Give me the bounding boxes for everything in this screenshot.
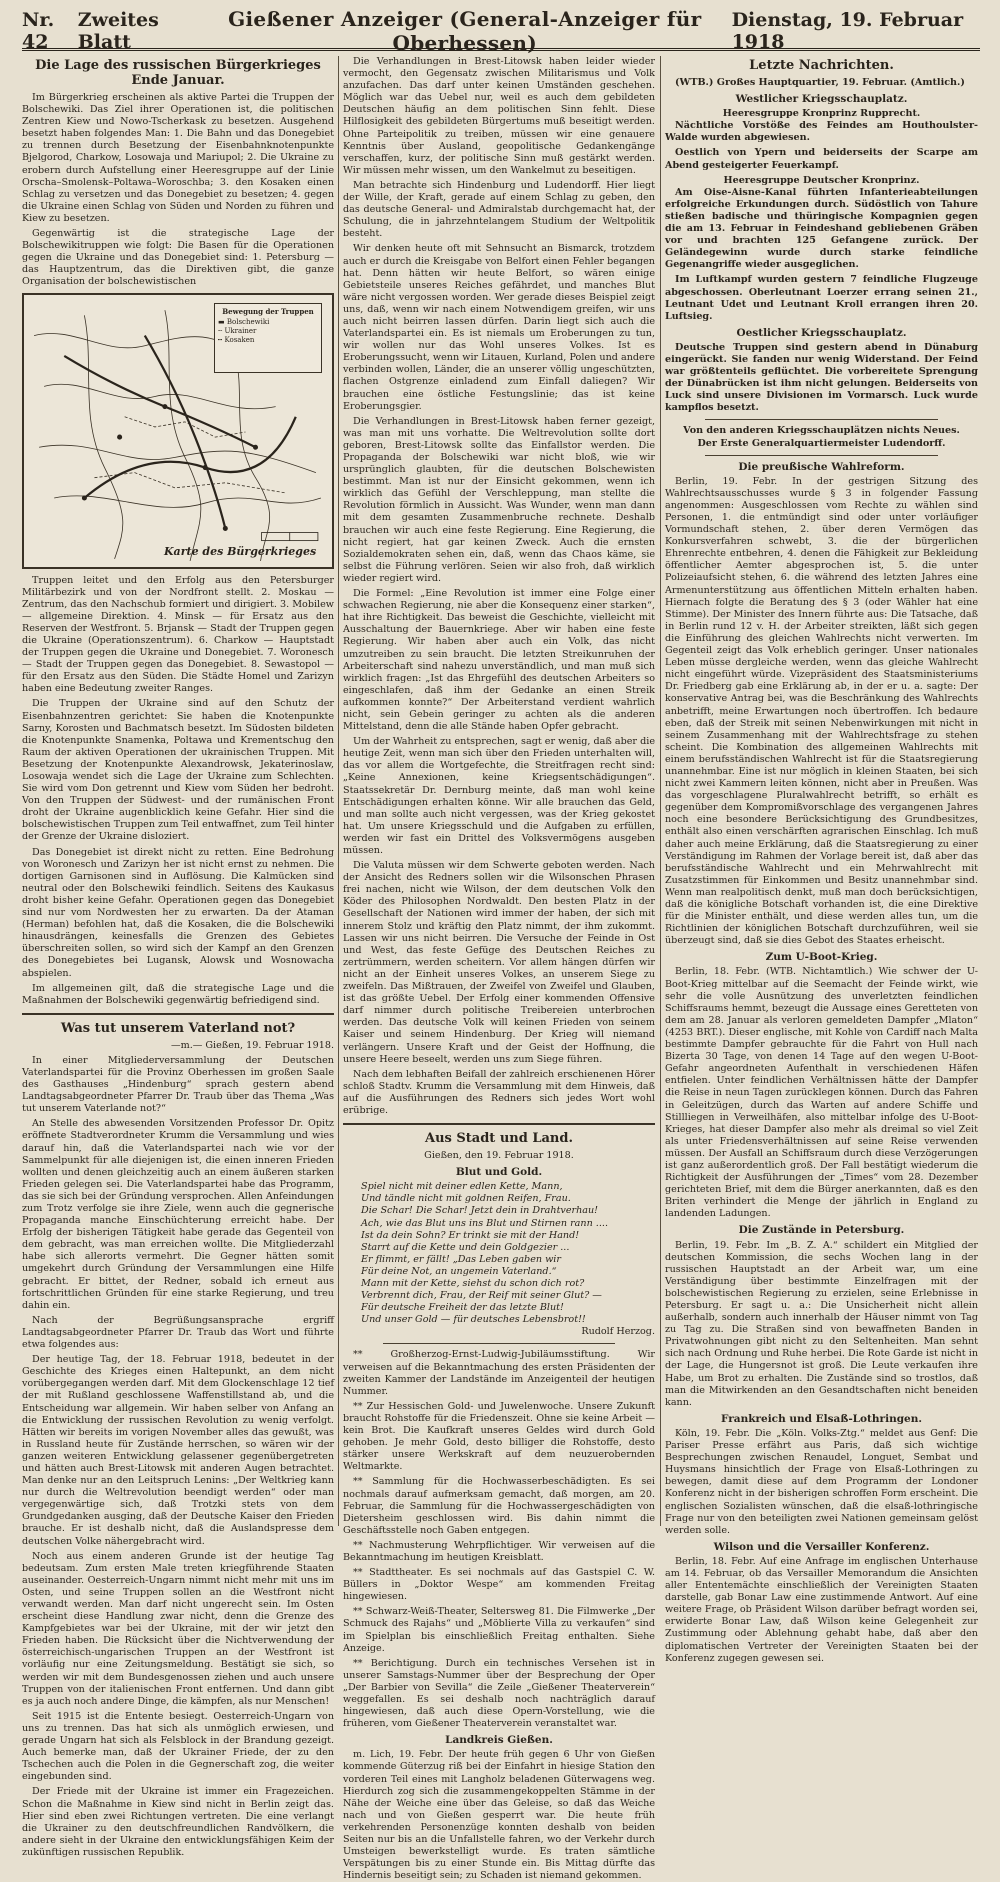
article-title: Was tut unserem Vaterland not?	[60, 1020, 296, 1036]
dispatch-paragraph: Oestlich von Ypern und beiderseits der Scarpe am Abend gesteigerter Feuerkampf.	[665, 147, 978, 171]
article-paragraph: Die Valuta müssen wir dem Schwerte geboten werden. Nach der Ansicht des Redners sollen wir die Wilsonschen Phrasen frei nachen, nicht wie Wilson, der dem deutschen Volk den Köder des Philosophen Nordwaldt. Den besten Platz in der Gesellschaft der Nationen wird immer der haben, der sich mit innerem Stolz und kräftig den Platz nimmt, der ihm zukommt. Lassen wir uns nicht beirren. Die Versuche der Feinde in Ost und West, das feste Gefüge des Deutschen Reiches zu zertrümmern, werden scheitern. Vor allem hängen dürfen wir nicht an der Einheit unseres Volkes, an unserem Siege zu zweifeln. Das Mißtrauen, der Zweifel von Zweifel und Glauben, ist das größte Uebel. Der Erfolg einer kommenden Offensive darf nimmer durch politische Treibereien unterbrochen werden. Das deutsche Volk will keinen Frieden von seinem Kaiser und seinem Hindenburg. Der Krieg will niemand verlängern. Unsere Kraft und der Geist der Hoffnung, die unsere Heere beseelt, werden uns zum Siege führen.	[343, 860, 655, 1065]
article-paragraph: In einer Mitgliederversammlung der Deutschen Vaterlandspartei für die Provinz Oberhessen im großen Saale des Gasthauses „Hindenburg“ sprach gestern abend Landtagsabgeordneter Pfarrer Dr. Traub über das Thema „Was tut unserem Vaterlande not?“	[22, 1054, 334, 1115]
article-paragraph: Das Donegebiet ist direkt nicht zu retten. Eine Bedrohung von Woronesch und Zarizyn her ist nicht ernst zu nehmen. Die dortigen Garnisonen sind in Auflösung. Die Kalmücken sind neutral oder den Bolschewiki feindlich. Seitens des Kaukasus droht bisher keine Gefahr. Operationen gegen das Donegebiet sind nur vom Nordwesten her zu erwarten. Da der Ataman (Herman) befohlen hat, daß die Kosaken, die die Bolschewiki hinausdrängen, keinesfalls die Grenzen des Gebietes überschreiten sollen, so wird sich der Kampf an den Grenzen des Donegebietes bei Lugansk, Alowsk und Wosnowacha abspielen.	[22, 846, 334, 979]
column-1	[22, 56, 334, 1858]
map-legend	[214, 303, 322, 373]
article-paragraph: Wir denken heute oft mit Sehnsucht an Bismarck, trotzdem auch er durch die Kreisgabe von Belfort einen Fehler begangen hat. Denn hätten wir heute Belfort, so wären einige Gebietsteile unseres Reiches gefährdet, und manches Blut wäre nicht vergossen worden. Wer gerade dieses Beispiel zeigt uns, daß, wenn wir nach einem Notwendigem greifen, wir uns auch nicht beirren lassen dürfen. Darin liegt sich auch die Vaterlandspartei ein. Es ist niemals um Eroberungen zu tun, wir wollen nur das Wohl unseres Volkes. Ist es Eroberungssucht, wenn wir Litauen, Kurland, Polen und andere verbinden wollen, Länder, die an unserer völlig ungeschützten, flachen Ostgrenze einladend zum Einfall daliegen? Wir brauchen eine östliche Festungslinie; das ist keine Eroberungsgier.	[343, 243, 655, 412]
article-title: Die Lage des russischen Bürgerkrieges Ende Januar.	[35, 58, 321, 88]
poem-line: Für deutsche Freiheit der das letzte Blut!	[361, 1302, 564, 1314]
dispatch-paragraph: Am Oise-Aisne-Kanal führten Infanterieabteilungen erfolgreiche Erkundungen durch. Südöstlich von Tahure stießen badische und thüringische Kompagnien gegen die am 13. Februar in Feindeshand gebliebenen Gräben vor und brachten 125 Gefangene zurück. Der Geländegewinn wurde durch starke feindliche Gegenangriffe wieder ausgeglichen.	[665, 186, 978, 271]
article-paragraph: Man betrachte sich Hindenburg und Ludendorff. Hier liegt der Wille, der Kraft, gerade auf einem Schlag zu geben, den das deutsche General- und Admiralstab durchgemacht hat, der Schulung, die in jahrzehntelangem Studium der Weltpolitik besteht.	[343, 179, 655, 240]
section-title: Letzte Nachrichten.	[749, 58, 894, 73]
section-dateline: Gießen, den 19. Februar 1918.	[424, 1150, 574, 1162]
article-paragraph: Nach der Begrüßungsansprache ergriff Landtagsabgeordneter Pfarrer Dr. Traub das Wort und führte etwa folgendes aus:	[22, 1314, 334, 1351]
dispatch-note: Von den anderen Kriegsschauplätzen nichts Neues.	[683, 425, 960, 437]
poem	[343, 1181, 655, 1326]
article-paragraph: Berlin, 19. Febr. Im „B. Z. A.“ schildert ein Mitglied der deutschen Kommission, die sechs Wochen lang in der russischen Hauptstadt an der Arbeit war, um eine Verständigung über bestimmte Einzelfragen mit der bolschewistischen Regierung zu erzielen, seine Erlebnisse in Petersburg. Er sagt u. a.: Die Unsicherheit nicht allein außerhalb, sondern auch innerhalb der Häuser nimmt von Tag zu Tag zu. Die Straßen sind von bewaffneten Banden in Privatwohnungen gibt nicht zu den Seltenheiten. Man sehnt sich nach Ordnung und Ruhe herbei. Die Rote Garde ist nicht in der Lage, die Hungersnot ist groß. Die Leute verkaufen ihre Habe, um Brot zu erhalten. Die Zustände sind so trostlos, daß man die Mitwirkenden an den Gesandtschaften nicht beneiden kann.	[665, 1239, 978, 1408]
article-paragraph: Berlin, 18. Febr. Auf eine Anfrage im englischen Unterhause am 14. Februar, ob das Versailler Memorandum die Ansichten aller Ententemächte einschließlich der Vereinigten Staaten darstelle, gab Bonar Law eine zustimmende Antwort. Auf eine weitere Frage, ob Präsident Wilson darüber befragt worden sei, erwiderte Bonar Law, daß Wilson keine Gelegenheit zur Zustimmung oder Ablehnung gehabt habe, daß aber den diplomatischen Vertreter der Vereinigten Staaten bei der Konferenz zugegen gewesen sei.	[665, 1555, 978, 1664]
article-paragraph: Die Formel: „Eine Revolution ist immer eine Folge einer schwachen Regierung, nie aber die Konsequenz einer starken“, hat ihre Richtigkeit. Das beweist die Geschichte, vielleicht mit Ausschaltung der Bauernkriege. Aber wir haben eine feste Regierung. Wir haben aber auch ein Volk, das nicht umzutreiben zu sein braucht. Die letzten Streikunruhen der Arbeiterschaft sind nahezu unverständlich, und man muß sich wirklich fragen: „Ist das Ehrgefühl des deutschen Arbeiters so eingeschlafen, daß ihm der Gedanke an einen Streik aufkommen konnte?“ Der Arbeiterstand verdient wahrlich nicht, sein Gebein geringer zu achten als die anderen Mittelstand, denn die alle Stände haben Opfer gebracht.	[343, 588, 655, 733]
poem-line: Die Schar! Die Schar! Jetzt dein in Drahtverhau!	[361, 1205, 599, 1217]
poem-line: Ist da dein Sohn? Er trinkt sie mit der Hand!	[361, 1229, 580, 1241]
news-item: m. Lich, 19. Febr. Der heute früh gegen 6 Uhr von Gießen kommende Güterzug riß bei der Einfahrt in hiesige Station den vorderen Teil eines mit Langholz beladenen Güterwagens weg. Hierdurch zog sich die zusammengekoppelten Stämme in der Nähe der Weiche eine über das Geleise, so daß das Weiche nach und von Gießen gesperrt war. Die heute früh verkehrenden Personenzüge konnten deshalb von beiden Seiten nur bis an die Unfallstelle fahren, wo der Verkehr durch Umsteigen bewerkstelligt wurde. Es traten sämtliche Verspätungen bis zu einer Stunde ein. Bis Mittag dürfte das Hindernis beseitigt sein; zu Schaden ist niemand gekommen.	[343, 1749, 655, 1882]
news-item: ** Zur Hessischen Gold- und Juwelenwoche. Unsere Zukunft braucht Rohstoffe für die Friedenszeit. Ohne sie keine Arbeit — kein Brot. Die Kaufkraft unseres Geldes wird durch Gold gehoben. Je mehr Gold, desto billiger die Rohstoffe, desto stärker unsere Werkskraft auf dem neuzuerobernden Weltmarkte.	[343, 1400, 655, 1473]
poem-line: Er flimmt, er fällt! „Das Leben gaben wir	[361, 1253, 561, 1265]
divider	[343, 1123, 655, 1125]
poem-author: Rudolf Herzog.	[581, 1326, 655, 1338]
issue-number: Nr. 42	[22, 9, 55, 53]
article-title: Wilson und die Versailler Konferenz.	[713, 1540, 930, 1553]
news-item: ** Schwarz-Weiß-Theater, Seltersweg 81. Die Filmwerke „Der Schmuck des Rajahs“ und „Möblierte Villa zu verkaufen“ sind im Spielplan bis einschließlich Freitag enthalten. Siehe Anzeige.	[343, 1606, 655, 1654]
article-title: Die preußische Wahlreform.	[738, 460, 905, 473]
masthead	[22, 7, 980, 55]
article-paragraph: Im allgemeinen gilt, daß die strategische Lage und die Maßnahmen der Bolschewiki gegenwärtig befriedigend sind.	[22, 982, 334, 1006]
issue-date: Dienstag, 19. Februar 1918	[731, 9, 964, 53]
section-title: Aus Stadt und Land.	[425, 1131, 573, 1147]
map-caption: Karte des Bürgerkrieges	[164, 545, 317, 559]
divider	[705, 455, 938, 456]
dispatch-paragraph: Nächtliche Vorstöße des Feindes am Houthoulster-Walde wurden abgewiesen.	[665, 120, 978, 144]
article-paragraph: Köln, 19. Febr. Die „Köln. Volks-Ztg.“ meldet aus Genf: Die Pariser Presse erfährt aus Paris, daß sich wichtige Besprechungen zwischen Renaudel, Longuet, Sembat und Huysmans hinsichtlich der Frage von Elsaß-Lothringen zu bewegen, damit diese auf dem Programm der Londoner Konferenz nicht in der bisherigen schroffen Form erscheint. Die englischen Sozialisten wünschen, daß die elsaß-lothringische Frage nur von den beteiligten zwei Nationen gemeinsam gelöst werden solle.	[665, 1427, 978, 1536]
column-rule	[660, 56, 661, 1526]
article-paragraph: Truppen leitet und den Erfolg aus den Petersburger Militärbezirk und von der Nordfront stellt. 2. Moskau — Zentrum, das den Nachschub formiert und dirigiert. 3. Mobilew — allgemeine Direktion. 4. Minsk — für Ersatz aus den Reserven der Westfront. 5. Brjansk — Stadt der Truppen gegen die Ukraine (Operationszentrum). 6. Charkow — Hauptstadt der Truppen gegen die Ukraine und Donegebiet. 7. Woronesch — Stadt der Truppen gegen das Donegebiet. 8. Sewastopol — für den Ersatz aus den Süden. Die Städte Homel und Zarizyn haben eine Bedeutung zweiter Ranges.	[22, 574, 334, 695]
map-legend-entry: ╌ Ukrainer	[218, 326, 257, 335]
poem-line: Mann mit der Kette, siehst du schon dich rot?	[361, 1278, 585, 1289]
article-paragraph: Der Friede mit der Ukraine ist immer ein Fragezeichen. Schon die Maßnahme in Kiew sind nicht in Berlin zeigt das. Hier sind eben zwei Richtungen vertreten. Die eine verlangt die Ukrainer zu den deutschfreundlichen Randvölkern, die andere sieht in der Ukraine den entwicklungsfähigen Keim der zukünftigen russischen Republik.	[22, 1786, 334, 1858]
column-rule	[338, 56, 339, 1526]
article-paragraph: Die Verhandlungen in Brest-Litowsk haben ferner gezeigt, was man mit uns vorhatte. Die Weltrevolution sollte dort geboren, Brest-Litowsk sollte das Einfallstor werden. Die Propaganda der Bolschewiki war nicht bloß, wie wir ursprünglich glaubten, für die deutschen Bolschewisten bestimmt. Man ist nur der Einsicht gekommen, wenn ich wirklich das Gefühl der Verschleppung, man stellte die Revolution förmlich in Aussicht. Was Wunder, wenn man dann mit dem gesamten Zusammenbruche rechnete. Deshalb brauchen wir auch eine feste Regierung. Eine Regierung, die nicht regiert, hat gar keinen Zweck. Auch die ernsten Sozialdemokraten sehen ein, daß, wenn das Chaos käme, sie selbst die Führung verlören. Seien wir also froh, daß wirklich wieder regiert wird.	[343, 415, 655, 584]
article-title: Zum U-Boot-Krieg.	[765, 951, 878, 964]
article-paragraph: Um der Wahrheit zu entsprechen, sagt er wenig, daß aber die heutige Zeit, wenn man sich über den Frieden unterhalten will, das vor allem die Wortgefechte, die Streitfragen recht sind: „Keine Annexionen, keine Kriegsentschädigungen“. Staatssekretär Dr. Dernburg meinte, daß man wohl keine Entschädigungen erhalten könne. Wir alle brauchen das Geld, und man sollte auch nicht vergessen, was der Krieg gekostet hat. Um unsere Kriegsschuld und die Aufgaben zu erfüllen, werden wir fast ein Drittel des Volksvermögens ausgeben müssen.	[343, 736, 655, 856]
poem-line: Ach, wie das Blut uns ins Blut und Stirnen rann ....	[361, 1217, 609, 1229]
article-paragraph: An Stelle des abwesenden Vorsitzenden Professor Dr. Opitz eröffnete Stadtverordneter Krumm die Versammlung und wies darauf hin, daß die Vaterlandspartei nach wie vor der Sammelpunkt für alle diejenigen ist, die einen inneren Frieden wollten und denen gleichzeitig auch an einem äußeren starken Frieden gelegen sei. Die Vaterlandspartei habe das Programm, das sie sich bei der Gründung versprochen. Allen Anfeindungen zum Trotz verfolge sie ihre Ziele, wenn auch die gegnerische Propaganda manche Einschüchterung erreicht habe. Der Erfolg der bisherigen Tätigkeit habe gerade das Gegenteil von dem gebracht, was man erreichen wollte. Die Mitgliederzahl habe sich allerorts vermehrt. Die Gegner hätten somit umgekehrt durch Gründung der Versammlungen eine Hilfe gebracht. Er bittet, der Redner, sobald ich erneut aus fortschrittlichen Gründen für eine starke Regierung, und treu dahin ein.	[22, 1118, 334, 1311]
article-paragraph: Nach dem lebhaften Beifall der zahlreich erschienenen Hörer schloß Stadtv. Krumm die Versammlung mit dem Hinweis, daß auf die Ausführungen des Redners sich jedes Wort wohl erübrige.	[343, 1068, 655, 1116]
column-2	[343, 56, 655, 1882]
divider	[383, 1343, 615, 1344]
article-paragraph: Die Truppen der Ukraine sind auf den Schutz der Eisenbahnzentren gerichtet: Sie haben die Knotenpunkte Sarny, Korosten und Bachmatsch besetzt. Im Südosten bildeten die Knotenpunkte Snamenka, Poltawa und Krementschug den Raum der aktiven Operationen der ukrainischen Truppen. Mit Besetzung der Knotenpunkte Alexandrowsk, Jekaterinoslaw, Losowaja wendet sich die Lage der Ukraine zum Schlechten. Sie wird vom Don getrennt und Kiew vom Süden her bedroht. Von den Truppen der Südwest- und der rumänischen Front droht der Ukraine augenblicklich keine Gefahr. Hier sind die bolschewistischen Truppen zum Teil entwaffnet, zum Teil hinter der Grenze der Ukraine disloziert.	[22, 698, 334, 843]
poem-line: Und unser Gold — für deutsches Lebensbrot!!	[361, 1314, 586, 1326]
poem-line: Für deine Not, an ungemein Vaterland.“	[361, 1265, 557, 1277]
dispatch-header: (WTB.) Großes Hauptquartier, 19. Februar. (Amtlich.)	[675, 77, 965, 88]
army-group: Heeresgruppe Deutscher Kronprinz.	[723, 174, 920, 186]
poem-line: Starrt auf die Kette und dein Goldgezier ...	[361, 1241, 570, 1253]
article-paragraph: Gegenwärtig ist die strategische Lage der Bolschewikitruppen wie folgt: Die Basen für die Operationen gegen die Ukraine und das Donegebiet sind: 1. Petersburg — das Hauptzentrum, das die Direktiven gibt, die ganze Organisation der bolschewistischen	[22, 228, 334, 288]
news-item: ** Sammlung für die Hochwasserbeschädigten. Es sei nochmals darauf aufmerksam gemacht, daß morgen, am 20. Februar, die Sammlung für die Hochwassergeschädigten von Dietersheim geschlossen wird. Bis dahin nimmt die Geschäftsstelle noch Gaben entgegen.	[343, 1476, 655, 1536]
news-item: ** Berichtigung. Durch ein technisches Versehen ist in unserer Samstags-Nummer über der Besprechung der Oper „Der Barbier von Sevilla“ die Zeile „Gießener Theaterverein“ weggefallen. Es sei deshalb noch nachträglich darauf hingewiesen, daß auch diese Opern-Vorstellung, wie die früheren, vom Gießener Theaterverein veranstaltet war.	[343, 1657, 655, 1730]
article-paragraph: Die Verhandlungen in Brest-Litowsk haben leider wieder vermocht, den Gegensatz zwischen Militarismus und Volk anzufachen. Das darf unter keinen Umständen geschehen. Möglich war das Uebel nur, weil es auch dem gebildeten Deutschen häufig an dem politischen Sinn fehlt. Diese Hilflosigkeit des gebildeten Bürgertums muß beseitigt werden. Ohne Parteipolitik zu treiben, müssen wir eine genauere Kenntnis über Ausland, geopolitische Gedankengänge verschaffen, kurz, der politische Sinn muß gestärkt werden. Wir müssen mehr wissen, um den Wankelmut zu beseitigen.	[343, 56, 655, 176]
dispatch-paragraph: Im Luftkampf wurden gestern 7 feindliche Flugzeuge abgeschossen. Oberleutnant Loerzer errang seinen 21., Leutnant Udet und Leutnant Kroll errangen ihren 20. Luftsieg.	[665, 274, 978, 322]
column-3	[665, 56, 978, 1664]
army-group: Heeresgruppe Kronprinz Rupprecht.	[722, 108, 921, 120]
article-title: Frankreich und Elsaß-Lothringen.	[720, 1412, 923, 1425]
front-title: Westlicher Kriegsschauplatz.	[735, 93, 908, 106]
article-paragraph: Im Bürgerkrieg erscheinen als aktive Partei die Truppen der Bolschewiki. Das Ziel ihrer Operationen ist, die politischen Zentren Kiew und Nowo-Tscherkask zu besetzen. Ausgehend besetzt haben folgendes Man: 1. Die Bahn und das Donegebiet zu trennen durch Besetzung der Eisenbahnknotenpunkte Bjelgorod, Charkow, Losowaja und Mariupol; 2. Die Ukraine zu erobern durch Aufstellung einer Heeresgruppe auf der Linie Orscha–Smolensk–Poltawa–Woroschba; 3. den Kosaken einen Schlag zu versetzen und das Donegebiet zu besetzen; 4. gegen die Ukraine einen Schlag von Süden und Norden zu führen und Kiew zu besetzen.	[22, 92, 334, 224]
article-paragraph: Berlin, 18. Febr. (WTB. Nichtamtlich.) Wie schwer der U-Boot-Krieg mittelbar auf die Seemacht der Feinde wirkt, wie sehr die volle Ausnützung des unverletzten feindlichen Schiffsraums hemmt, bezeugt die Aussage eines Geretteten von dem am 28. Januar als verloren gemeldeten Dampfer „Mlaton“ (4253 BRT.). Dieser englische, mit Kohle von Cardiff nach Malta bestimmte Dampfer gebrauchte für die Fahrt von Hull nach Bizerta 30 Tage, von denen 14 Tage auf den wegen U-Boot-Gefahr angeordneten Aufenthalt in verschiedenen Häfen entfielen. Unter feindlichen Verhältnissen hätte der Dampfer die Reise in neun Tagen zurücklegen können. Durch das Fahren in Geleitzügen, durch das Warten auf andere Schiffe und Stillliegen in Verweilhäfen, also mittelbar infolge des U-Boot-Krieges, hat dieser Dampfer also mehr als dreimal so viel Zeit als unter Friedensverhältnissen auf seine Reise verwenden müssen. Der Ausfall an Schiffsraum durch diese Verzögerungen ist ganz außerordentlich groß. Der Fall bestätigt wiederum die Richtigkeit der Ausführungen der „Times“ vom 28. Dezember gerichteten Brief, mit dem die Bürger anerkannten, daß es den Briten verhindert die Menge der jährlich in England zu landenden Ladungen.	[665, 966, 978, 1220]
dispatch-signature: Der Erste Generalquartiermeister Ludendorff.	[697, 437, 946, 449]
article-paragraph: Seit 1915 ist die Entente besiegt. Oesterreich-Ungarn von uns zu trennen. Das hat sich als unmöglich erwiesen, und gerade Ungarn hat sich als Felsblock in der Brandung gezeigt. Auch bemerke man, daß der Ukrainer Friede, der zu den Tschechen auch die Polen in die Gegnerschaft zog, die weiter eingebunden sind.	[22, 1710, 334, 1783]
article-title: Die Zustände in Petersburg.	[738, 1224, 905, 1237]
poem-line: Spiel nicht mit deiner edlen Kette, Mann,	[361, 1181, 563, 1193]
sheet-label: Zweites Blatt	[77, 9, 159, 53]
article-paragraph: Noch aus einem anderen Grunde ist der heutige Tag bedeutsam. Zum ersten Male treten kriegführende Staaten auseinander. Oesterreich-Ungarn nimmt nicht mehr mit uns im Osten, und seine Truppen sollen an die Westfront nicht verwandt werden. Man darf nicht ungerecht sein. Im Osten erscheint diese Handlung zwar nicht, denn die Grenze des Kampfgebietes war bei der Ukraine, mit der wir jetzt den Frieden haben. Die Rücksicht über die Nichtverwendung der österreichisch-ungarischen Truppen an der Westfront ist vorläufig nur eine Zeitungsmeldung. Bestätigt sie sich, so werden wir mit dem Bundesgenossen ziehen und auch unsere Truppen von der italienischen Front entfernen. Und dann gibt es ja auch noch andere Dinge, die kämpfen, als nur Menschen!	[22, 1550, 334, 1707]
news-item: ** Stadttheater. Es sei nochmals auf das Gastspiel C. W. Büllers in „Doktor Wespe“ am kommenden Freitag hingewiesen.	[343, 1567, 655, 1603]
map-legend-entry: ▬ Bolschewiki	[218, 317, 270, 326]
subsection-title: Landkreis Gießen.	[445, 1734, 553, 1747]
article-byline: —m.— Gießen, 19. Februar 1918.	[171, 1039, 334, 1051]
divider	[22, 1013, 334, 1015]
map-legend-entry: ┅ Kosaken	[218, 335, 255, 344]
poem-title: Blut und Gold.	[455, 1166, 543, 1179]
civil-war-map	[22, 293, 334, 569]
news-item: ** Großherzog-Ernst-Ludwig-Jubiläumsstiftung. Wir verweisen auf die Bekanntmachung des ersten Präsidenten der zweiten Kammer der Landstände im Anzeigenteil der heutigen Nummer.	[343, 1349, 655, 1397]
news-item: ** Nachmusterung Wehrpflichtiger. Wir verweisen auf die Bekanntmachung im heutigen Kreisblatt.	[343, 1539, 655, 1563]
front-title: Oestlicher Kriegsschauplatz.	[736, 326, 907, 339]
divider	[705, 419, 938, 420]
poem-line: Verbrennt dich, Frau, der Reif mit seiner Glut? —	[361, 1290, 602, 1302]
article-paragraph: Berlin, 19. Febr. In der gestrigen Sitzung des Wahlrechtsausschusses wurde § 3 in folgender Fassung angenommen: Ausgeschlossen vom Rechte zu wählen sind Personen, 1. die entmündigt sind oder unter vorläufiger Vormundschaft stehen, 2. über deren Vermögen das Konkursverfahren schwebt, 3. die der bürgerlichen Ehrenrechte entbehren, 4. denen die Fähigkeit zur Bekleidung öffentlicher Aemter abgesprochen ist, 5. die unter Polizeiaufsicht stehen, 6. die während des letzten Jahres eine Armenunterstützung aus öffentlichen Mitteln erhalten haben. Hiernach folgte die Beratung des § 3 (oder Wähler hat eine Stimme). Der Minister des Innern führte aus: Die Tatsache, daß in Berlin rund 12 v. H. der Arbeiter streikten, läßt sich gegen die Einführung des gleichen Wahlrechts nicht verwerten. Im Gegenteil zeigt das Volk erheblich geringer. Unser nationales Leben müsse dergleiche werden, wenn das gleiche Wahlrecht nicht eingeführt würde. Vizepräsident des Staatsministeriums Dr. Friedberg gab eine Erklärung ab, in der er u. a. sagte: Der konservative Antrag bei, was die Beschränkung des Wahlrechts anbetrifft, meine Erwartungen noch übertroffen. Ich bedaure eben, daß der Streik mit seinen Nebenwirkungen mit nicht in seinem Zusammenhang mit der Wahlrechtsfrage zu stehen scheint. Die Kombination des allgemeinen Wahlrechts mit einem berufsständischen Wahlrecht ist für die Staatsregierung unannehmbar. Eine ist nur möglich in kleinen Staaten, bei sich nicht zwei Kammern leiten können, nicht aber in Preußen. Was das vorgeschlagene Pluralwahlrecht betrifft, so erhält es gegenüber dem Kompromißvorschlage des vergangenen Jahres noch eine besondere Berücksichtigung des Grundbesitzes, enthält also einen verschärften agrarischen Einschlag. Ich muß daher auch meine Erklärung, daß die Staatsregierung zu einer Verständigung im Rahmen der Vorlage bereit ist, daß aber das berufsständische Wahlrecht und ein Mehrwahlrecht mit Zusatzstimmen für Einkommen und Besitz unannehmbar sind. Wenn man realpolitisch denkt, muß man doch berücksichtigen, daß die königliche Botschaft vorhanden ist, die eine Direktive für die Minister enthält, und diese werden alles tun, um die Richtlinien der königlichen Botschaft durchzuführen, weil sie überzeugt sind, daß sie dies Gebot des Staates erheischt.	[665, 475, 978, 947]
dispatch-paragraph: Deutsche Truppen sind gestern abend in Dünaburg eingerückt. Sie fanden nur wenig Widerstand. Der Feind war größtenteils geflüchtet. Die vorbereitete Sprengung der Dünabrücken ist ihm nicht gelungen. Beiderseits von Luck sind unsere Divisionen im Vormarsch. Luck wurde kampflos besetzt.	[665, 341, 978, 414]
map-legend-title: Bewegung der Truppen	[222, 306, 314, 316]
article-paragraph: Der heutige Tag, der 18. Februar 1918, bedeutet in der Geschichte des Krieges einen Haltepunkt, an dem nicht vorübergegangen werden darf. Mit dem Glockenschlage 12 tief der mit Rußland geschlossene Waffenstillstand ab, und die Entscheidung war allgemein. Wir haben selber von Anfang an die Entwicklung der russischen Revolution zu wenig verfolgt. Hätten wir bereits im vorigen November alles das gewußt, was in Russland heute für Zustände herrschen, so wären wir der ganzen weiteren Entwicklung gelassener gegenübergetreten und hätten auch Brest-Litowsk mit anderen Augen betrachtet. Man denke nur an den Leitspruch Lenins: „Der Weltkrieg kann nur durch die Weltrevolution beendigt werden“ oder man vergegenwärtige sich, daß Trotzki stets von dem Grundgedanken ausging, daß der Deutsche Kaiser den Frieden brauche. Er ist deshalb nicht, daß die Auslandspresse dem deutschen Volke nähergebracht wird.	[22, 1354, 334, 1547]
poem-line: Und tändle nicht mit goldnen Reifen, Frau.	[361, 1193, 571, 1205]
newspaper-title: Gießener Anzeiger (General-Anzeiger für Oberhessen)	[228, 7, 702, 55]
